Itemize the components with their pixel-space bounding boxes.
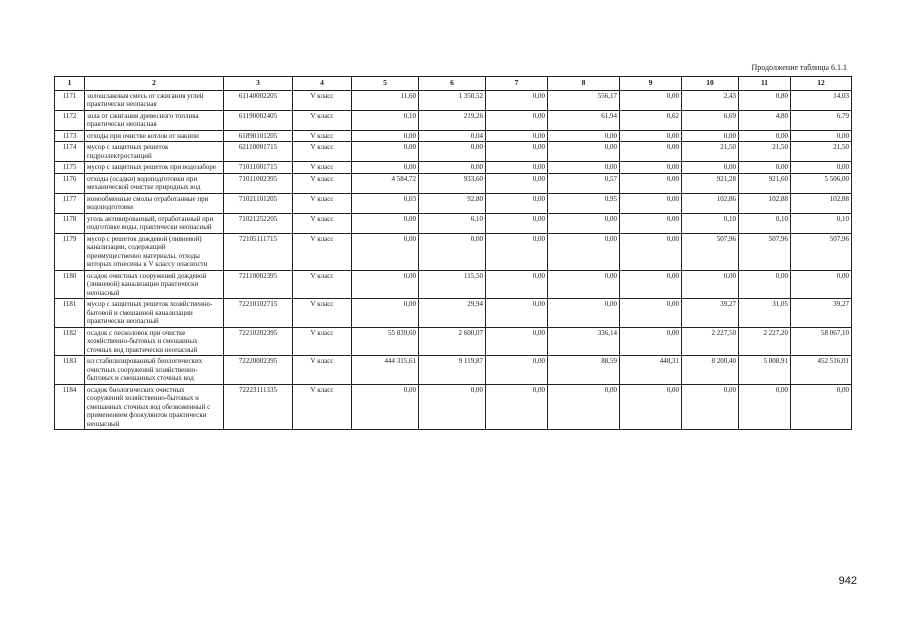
table-cell: 452 516,01 (791, 356, 852, 385)
table-cell: 0,00 (419, 142, 486, 162)
table-cell: 2 600,07 (419, 327, 486, 356)
table-cell: 0,00 (352, 299, 419, 328)
table-row (55, 327, 852, 356)
table-cell: 62110001715 (224, 142, 293, 162)
table-cell: 0,00 (791, 384, 852, 430)
table-cell: 1176 (55, 173, 85, 193)
table-cell: 72210102715 (224, 299, 293, 328)
column-header: 2 (85, 77, 224, 91)
table-cell: зола от сжигания древесного топлива практически неопасная (85, 110, 224, 130)
table-cell: 0,00 (620, 299, 682, 328)
table-body (55, 90, 852, 430)
table-cell: 6,10 (419, 213, 486, 233)
column-header: 5 (352, 77, 419, 91)
table-cell: 61,94 (548, 110, 620, 130)
table-cell: 102,86 (682, 193, 739, 213)
table-cell: 21,50 (791, 142, 852, 162)
column-header: 1 (55, 77, 85, 91)
table-cell: осадок биологических очистных сооружений хозяйственно-бытовых и смешанных сточных вод обезвоженный с применением флокулянтов практически неопасный (85, 384, 224, 430)
table-cell: 0,00 (352, 384, 419, 430)
table-cell: 219,26 (419, 110, 486, 130)
table-cell: 0,10 (791, 213, 852, 233)
table-cell: 1171 (55, 90, 85, 110)
table-cell: 0,00 (352, 130, 419, 142)
table-cell: 0,00 (486, 299, 548, 328)
table-cell: 1182 (55, 327, 85, 356)
table-cell: 0,00 (739, 384, 791, 430)
table-row (55, 130, 852, 142)
table-cell: мусор с решеток дождевой (ливневой) канализации, содержащий преимущественно материалы, отходы которых отнесены к V классу опасности (85, 233, 224, 270)
table-cell: 0,62 (620, 110, 682, 130)
table-row (55, 142, 852, 162)
table-cell: 0,00 (419, 384, 486, 430)
table-cell: 2,43 (682, 90, 739, 110)
table-row (55, 213, 852, 233)
column-header: 12 (791, 77, 852, 91)
table-cell: 71011001715 (224, 162, 293, 174)
table-cell: 11,60 (352, 90, 419, 110)
table-row (55, 162, 852, 174)
table-cell: 0,10 (739, 213, 791, 233)
table-cell: 0,80 (739, 90, 791, 110)
table-cell: 0,00 (548, 299, 620, 328)
table-cell: 6,69 (682, 110, 739, 130)
table-row (55, 384, 852, 430)
table-cell: отходы (осадки) водоподготовки при механической очистке природных вод (85, 173, 224, 193)
table-cell: 507,96 (791, 233, 852, 270)
table-cell: 0,00 (548, 384, 620, 430)
table-cell: ионообменные смолы отработанные при водоподготовке (85, 193, 224, 213)
table-cell: 0,00 (548, 270, 620, 299)
table-cell: 2 227,20 (739, 327, 791, 356)
table-cell: 0,00 (486, 327, 548, 356)
table-cell: 6,79 (791, 110, 852, 130)
table-cell: 0,00 (620, 162, 682, 174)
table-cell: 0,00 (486, 233, 548, 270)
table-cell: 0,00 (620, 193, 682, 213)
table-cell: V класс (293, 233, 352, 270)
table-cell: 0,00 (620, 90, 682, 110)
table-cell: 61140002205 (224, 90, 293, 110)
table-cell: V класс (293, 162, 352, 174)
column-header: 4 (293, 77, 352, 91)
table-cell: 8 200,40 (682, 356, 739, 385)
table-cell: 0,10 (682, 213, 739, 233)
table-cell: 1181 (55, 299, 85, 328)
table-cell: 1175 (55, 162, 85, 174)
table-cell: 0,00 (486, 193, 548, 213)
table-cell: 0,00 (486, 90, 548, 110)
table-cell: 88,59 (548, 356, 620, 385)
table-cell: 1173 (55, 130, 85, 142)
table-cell: 0,00 (682, 270, 739, 299)
table-cell: 115,50 (419, 270, 486, 299)
table-header-row (55, 77, 852, 91)
table-cell: 0,00 (486, 173, 548, 193)
table-cell: 448,31 (620, 356, 682, 385)
table-cell: 0,00 (620, 173, 682, 193)
table-cell: 1178 (55, 213, 85, 233)
table-cell: V класс (293, 270, 352, 299)
table-cell: 72110002395 (224, 270, 293, 299)
table-cell: 0,00 (352, 213, 419, 233)
table-cell: осадок с песколовок при очистке хозяйственно-бытовых и смешанных сточных вод практически неопасный (85, 327, 224, 356)
table-cell: 0,00 (620, 213, 682, 233)
table-row (55, 110, 852, 130)
table-cell: 4 584,72 (352, 173, 419, 193)
table-cell: 0,95 (548, 193, 620, 213)
table-cell: 0,00 (486, 162, 548, 174)
table-cell: 0,00 (419, 162, 486, 174)
table-cell: 0,00 (620, 130, 682, 142)
table-cell: 1177 (55, 193, 85, 213)
table-cell: 0,00 (548, 162, 620, 174)
table-cell: 0,00 (620, 142, 682, 162)
table-cell: 61890101205 (224, 130, 293, 142)
table-caption: Продолжение таблицы 6.1.1 (751, 63, 847, 72)
table-cell: 0,00 (548, 233, 620, 270)
table-cell: 1184 (55, 384, 85, 430)
table-cell: 0,04 (419, 130, 486, 142)
table-cell: 1179 (55, 233, 85, 270)
table-cell: 0,10 (352, 110, 419, 130)
data-table (54, 76, 852, 430)
table-cell: 39,27 (682, 299, 739, 328)
table-cell: 1 350,52 (419, 90, 486, 110)
table-cell: мусор с защитных решеток хозяйственно-бытовой и смешанной канализации практически неопасный (85, 299, 224, 328)
table-cell: уголь активированный, отработанный при подготовке воды, практически неопасный (85, 213, 224, 233)
table-cell: 0,00 (682, 384, 739, 430)
table-cell: 0,00 (791, 130, 852, 142)
table-cell: 0,00 (486, 384, 548, 430)
table-cell: 1180 (55, 270, 85, 299)
table-cell: 102,88 (739, 193, 791, 213)
table-cell: 0,00 (486, 142, 548, 162)
table-cell: 0,03 (352, 193, 419, 213)
table-cell: 921,28 (682, 173, 739, 193)
table-cell: V класс (293, 356, 352, 385)
table-cell: 0,00 (352, 270, 419, 299)
table-cell: 0,00 (739, 162, 791, 174)
table-cell: 1174 (55, 142, 85, 162)
table-cell: 72223111335 (224, 384, 293, 430)
table-row (55, 233, 852, 270)
table-cell: отходы при очистке котлов от накипи (85, 130, 224, 142)
table-cell: 92,80 (419, 193, 486, 213)
table-cell: 29,94 (419, 299, 486, 328)
table-cell: 9 119,87 (419, 356, 486, 385)
table-cell: 1172 (55, 110, 85, 130)
table-cell: 0,00 (486, 270, 548, 299)
table-cell: V класс (293, 193, 352, 213)
table-cell: 0,00 (739, 270, 791, 299)
table-cell: 71021252205 (224, 213, 293, 233)
column-header: 7 (486, 77, 548, 91)
table-cell: 102,88 (791, 193, 852, 213)
column-header: 8 (548, 77, 620, 91)
table-cell: 4,80 (739, 110, 791, 130)
table-cell: 5 008,91 (739, 356, 791, 385)
table-cell: 507,96 (739, 233, 791, 270)
column-header: 11 (739, 77, 791, 91)
table-cell: 0,00 (548, 213, 620, 233)
table-cell: 336,14 (548, 327, 620, 356)
table-cell: 21,50 (682, 142, 739, 162)
table-cell: 0,00 (620, 270, 682, 299)
table-cell: V класс (293, 110, 352, 130)
table-cell: V класс (293, 299, 352, 328)
table-cell: V класс (293, 213, 352, 233)
column-header: 3 (224, 77, 293, 91)
column-header: 10 (682, 77, 739, 91)
table-cell: V класс (293, 142, 352, 162)
table-cell: 0,00 (682, 162, 739, 174)
table-cell: 0,00 (791, 162, 852, 174)
table-cell: V класс (293, 384, 352, 430)
table-cell: 0,00 (548, 142, 620, 162)
table-cell: 0,00 (486, 130, 548, 142)
table-cell: V класс (293, 90, 352, 110)
table-cell: 72105111715 (224, 233, 293, 270)
column-header: 6 (419, 77, 486, 91)
table-cell: 921,60 (739, 173, 791, 193)
table-cell: 71021101205 (224, 193, 293, 213)
table-cell: 0,00 (352, 162, 419, 174)
table-cell: 0,00 (352, 142, 419, 162)
table-cell: 71011002395 (224, 173, 293, 193)
table-cell: 72210202395 (224, 327, 293, 356)
table-cell: 933,60 (419, 173, 486, 193)
table-cell: мусор с защитных решеток гидроэлектростанций (85, 142, 224, 162)
table-cell: 1183 (55, 356, 85, 385)
table-row (55, 193, 852, 213)
table-cell: осадок очистных сооружений дождевой (ливневой) канализации практически неопасный (85, 270, 224, 299)
table-cell: V класс (293, 173, 352, 193)
table-cell: 0,00 (739, 130, 791, 142)
table-cell: V класс (293, 130, 352, 142)
table-cell: V класс (293, 327, 352, 356)
table-cell: 14,03 (791, 90, 852, 110)
table-cell: 0,00 (486, 110, 548, 130)
table-cell: 39,27 (791, 299, 852, 328)
table-cell: 61190002405 (224, 110, 293, 130)
table-cell: 0,00 (620, 327, 682, 356)
table-cell: 444 315,61 (352, 356, 419, 385)
table-cell: 0,00 (548, 130, 620, 142)
table-cell: 5 506,00 (791, 173, 852, 193)
table-cell: 58 067,10 (791, 327, 852, 356)
table-cell: 31,05 (739, 299, 791, 328)
table-cell: 2 227,50 (682, 327, 739, 356)
table-cell: 55 839,60 (352, 327, 419, 356)
table-row (55, 299, 852, 328)
table-cell: 72220002395 (224, 356, 293, 385)
table-cell: 0,00 (419, 233, 486, 270)
page-number: 942 (838, 575, 857, 587)
table-cell: 0,00 (791, 270, 852, 299)
column-header: 9 (620, 77, 682, 91)
table-cell: 0,00 (620, 384, 682, 430)
table-cell: 0,00 (682, 130, 739, 142)
table-cell: 0,57 (548, 173, 620, 193)
table-row (55, 356, 852, 385)
table-row (55, 90, 852, 110)
table-cell: 507,96 (682, 233, 739, 270)
table-cell: золошлаковая смесь от сжигания углей практически неопасная (85, 90, 224, 110)
table-cell: 0,00 (486, 356, 548, 385)
table-row (55, 270, 852, 299)
table-cell: 21,50 (739, 142, 791, 162)
table-cell: 556,17 (548, 90, 620, 110)
table-cell: 0,00 (352, 233, 419, 270)
table-cell: мусор с защитных решеток при водозаборе (85, 162, 224, 174)
table-cell: 0,00 (620, 233, 682, 270)
table-cell: 0,00 (486, 213, 548, 233)
table-cell: ил стабилизированный биологических очистных сооружений хозяйственно-бытовых и смешанных сточных вод (85, 356, 224, 385)
table-row (55, 173, 852, 193)
